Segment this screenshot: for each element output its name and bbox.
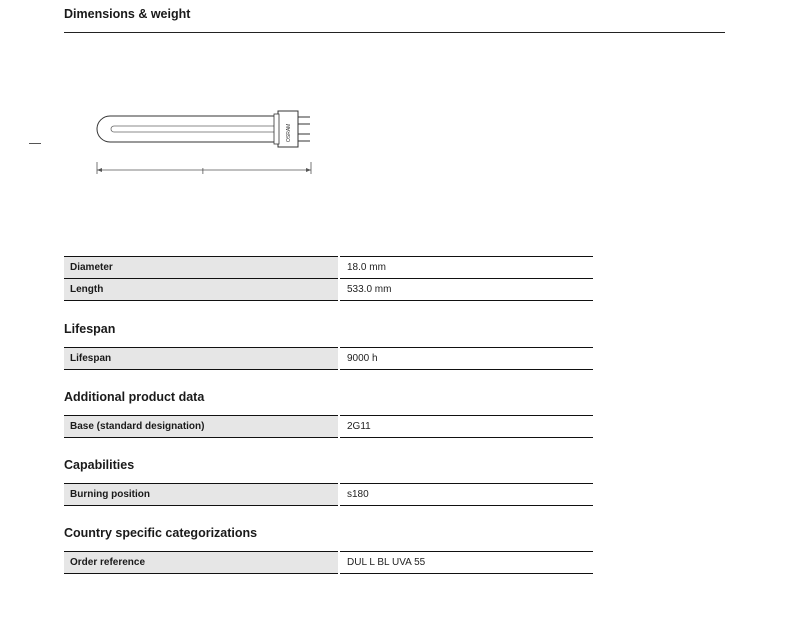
additional-product-data-heading: Additional product data bbox=[64, 390, 205, 404]
country-categorizations-heading: Country specific categorizations bbox=[64, 526, 258, 540]
table-row bbox=[64, 257, 593, 279]
title-divider bbox=[64, 32, 725, 33]
lamp-dimension-drawing bbox=[92, 104, 332, 180]
burning-position-value: s180 bbox=[339, 484, 593, 506]
page-title: Dimensions & weight bbox=[64, 7, 191, 21]
lifespan-label: Lifespan bbox=[64, 348, 339, 370]
base-designation-label: Base (standard designation) bbox=[64, 416, 339, 438]
dimension-arrow-left bbox=[97, 168, 102, 172]
dimension-label: l bbox=[202, 167, 204, 176]
table-row bbox=[64, 348, 593, 370]
country-categorizations-table bbox=[64, 551, 593, 574]
lamp-brand-label: OSRAM bbox=[286, 123, 292, 142]
lifespan-heading: Lifespan bbox=[64, 322, 116, 336]
lamp-inner-tube bbox=[111, 126, 278, 132]
burning-position-label: Burning position bbox=[64, 484, 339, 506]
dimension-arrow-right bbox=[306, 168, 311, 172]
dimensions-table bbox=[64, 256, 593, 301]
lifespan-table bbox=[64, 347, 593, 370]
table-row bbox=[64, 279, 593, 301]
lifespan-value: 9000 h bbox=[339, 348, 593, 370]
length-label: Length bbox=[64, 279, 339, 301]
capabilities-table bbox=[64, 483, 593, 506]
base-designation-value: 2G11 bbox=[339, 416, 593, 438]
diameter-value: 18.0 mm bbox=[339, 257, 593, 279]
order-reference-label: Order reference bbox=[64, 552, 339, 574]
lamp-base-collar bbox=[274, 114, 279, 144]
margin-mark bbox=[29, 143, 41, 144]
capabilities-heading: Capabilities bbox=[64, 458, 135, 472]
diameter-label: Diameter bbox=[64, 257, 339, 279]
lamp-tube-outline bbox=[97, 116, 278, 142]
table-row bbox=[64, 552, 593, 574]
length-value: 533.0 mm bbox=[339, 279, 593, 301]
table-row bbox=[64, 416, 593, 438]
order-reference-value: DUL L BL UVA 55 bbox=[339, 552, 593, 574]
additional-product-data-table bbox=[64, 415, 593, 438]
table-row bbox=[64, 484, 593, 506]
